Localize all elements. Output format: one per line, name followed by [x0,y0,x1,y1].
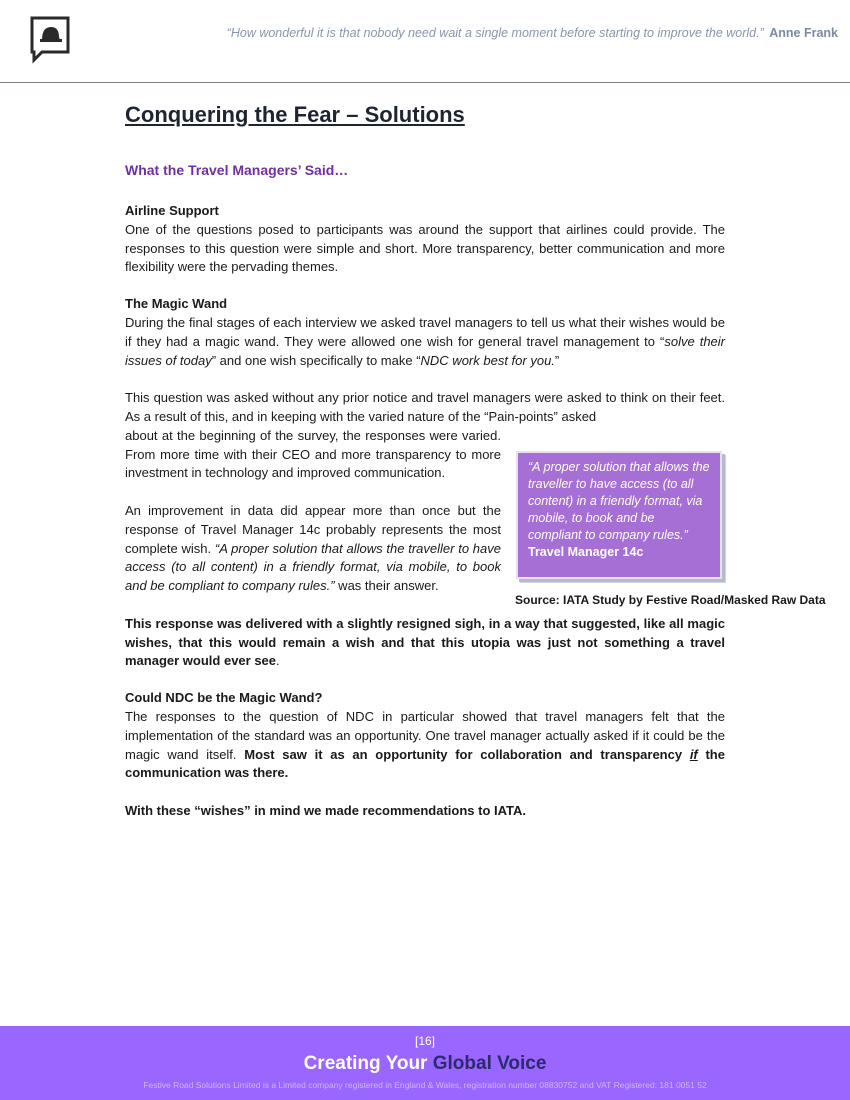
airline-support-paragraph: One of the questions posed to participants was around the support that airlines could provide. The responses to this question were simple and short. More transparency, better communication and more flexibility were the pervading themes. [125,221,725,275]
resigned-paragraph [125,615,725,671]
page-title: Conquering the Fear – Solutions [125,102,465,127]
ndc-text: The responses to the question of NDC in particular showed that travel managers felt that the implementation of the standard was an opportunity. One travel manager actually asked if it could be the magic wand itself. [125,708,725,762]
ndc-bold-2: the communication was there. [125,746,725,781]
magic-wand-italic-2: NDC work best for you. [420,352,555,368]
footer-slogan-part2: Global Voice [432,1053,547,1074]
footer-slogan-part1: Creating Your [303,1053,433,1074]
improvement-text-2: was their answer. [334,578,439,594]
magic-wand-italic-1: solve their issues of today [125,333,725,368]
callout-quote: “A proper solution that allows the traveller to have access (to all content) in a friendly format, via mobile, to book and be compliant to company rules.” [528,460,710,542]
source-caption: Source: IATA Study by Festive Road/Masked Raw Data [515,593,826,607]
magic-wand-text-3: ” [554,352,560,368]
question-paragraph-narrow: about at the beginning of the survey, the responses were varied. From more time with their CEO and more transparency to more investment in technology and improved communication. [125,427,501,481]
header-quote-text: “How wonderful it is that nobody need wait a single moment before starting to improve the world.” [226,26,764,40]
improvement-quote: “A proper solution that allows the traveller to have access (to all content) in a friendly format, via mobile, to book and be compliant to company rules.” [125,540,501,594]
magic-wand-paragraph [125,314,725,370]
airline-support-heading: Airline Support [125,203,219,218]
header-quote [227,26,838,40]
callout-author: Travel Manager 14c [528,545,644,559]
section-subtitle: What the Travel Managers’ Said… [125,162,349,178]
page-footer [0,1026,850,1100]
footer-legal-text: Festive Road Solutions Limited is a Limited company registered in England & Wales, registration number 08830752 and VAT Registered: 181 0051 52 [143,1080,707,1090]
magic-wand-text-1: During the final stages of each interview we asked travel managers to tell us what their wishes would be if they had a magic wand. They were allowed one wish for general travel management to “ [125,314,725,349]
ndc-heading: Could NDC be the Magic Wand? [125,690,323,706]
page-number: [16] [414,1034,435,1048]
quote-callout [516,451,722,579]
magic-wand-text-2: ” and one wish specifically to make “ [211,352,421,368]
ndc-bold-1: Most saw it as an opportunity for collaboration and transparency [244,746,690,762]
resigned-bold-text: This response was delivered with a slightly resigned sigh, in a way that suggested, like all magic wishes, that this would remain a wish and that this utopia was just not something a travel manager would ever see [125,615,725,669]
question-paragraph-full: This question was asked without any prior notice and travel managers were asked to think on their feet. As a result of this, and in keeping with the varied nature of the “Pain-points” asked [125,390,725,424]
footer-slogan [0,1052,850,1076]
speech-bubble-logo-icon [30,16,70,64]
ndc-paragraph [125,708,725,783]
closing-paragraph: With these “wishes” in mind we made recommendations to IATA. [125,802,527,818]
improvement-paragraph [125,502,501,596]
ndc-bold-if: if [689,746,698,762]
magic-wand-heading: The Magic Wand [125,296,228,312]
header-quote-author: Anne Frank [769,26,838,40]
header-divider [0,82,850,83]
improvement-text-1: An improvement in data did appear more than once but the response of Travel Manager 14c probably represents the most complete wish. [125,502,501,556]
resigned-end: . [276,653,280,669]
